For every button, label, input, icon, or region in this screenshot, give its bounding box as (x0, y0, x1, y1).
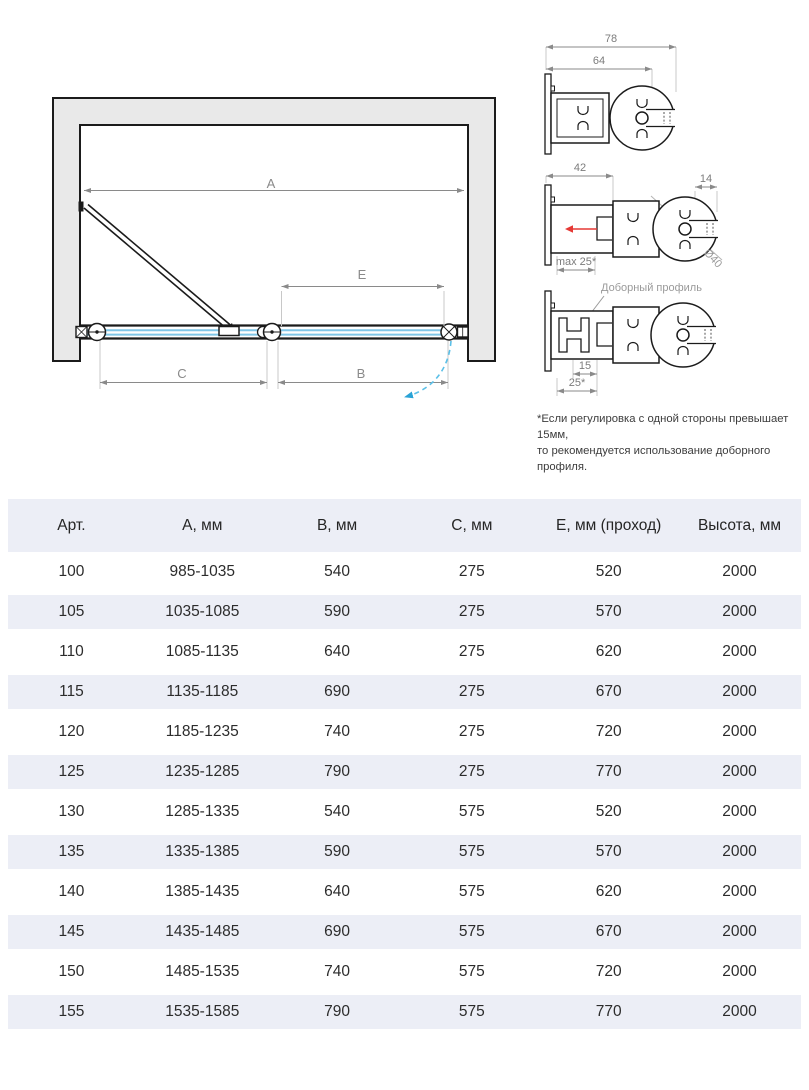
table-cell: 110 (59, 643, 84, 660)
extension-profile-label: Доборный профиль (601, 282, 702, 294)
table-cell: 2000 (678, 752, 801, 792)
table-cell: 275 (404, 672, 539, 712)
column-header: Е, мм (проход) (556, 516, 662, 534)
table-cell: 740 (324, 723, 350, 740)
table-cell: 2000 (678, 592, 801, 632)
table-cell: 790 (270, 992, 405, 1032)
table-cell: 2000 (678, 992, 801, 1032)
table-cell: 2000 (678, 672, 801, 712)
dim-label-25: 25* (568, 377, 586, 389)
door-slider (219, 327, 239, 336)
table-row (8, 992, 801, 1032)
table-cell: 620 (595, 883, 622, 900)
dim-label-a: А (266, 176, 276, 191)
table-cell: 520 (595, 803, 622, 820)
footnote (537, 411, 805, 475)
footnote-line-1: *Если регулировка с одной стороны превышает 15мм, (537, 413, 789, 442)
table-cell: 1185-1235 (165, 723, 239, 740)
installation-diagram (0, 0, 809, 470)
table-cell: 540 (324, 803, 350, 820)
table-row (8, 672, 801, 712)
table-cell: 720 (595, 723, 622, 740)
table-cell: 690 (270, 672, 405, 712)
table-cell: 540 (324, 563, 350, 580)
wall-outline (53, 98, 495, 361)
table-cell: 1235-1285 (135, 752, 270, 792)
table-cell: 575 (458, 803, 485, 820)
table-cell: 275 (404, 592, 539, 632)
column-header: Высота, мм (697, 516, 782, 534)
door-panel (79, 202, 236, 333)
table-body (8, 552, 801, 1032)
table-cell: 740 (324, 963, 350, 980)
table-cell: 130 (58, 803, 85, 820)
table-cell: 1485-1535 (165, 963, 240, 980)
table-row (8, 632, 801, 672)
table-cell: 640 (324, 643, 350, 660)
table-row (8, 832, 801, 872)
table-cell: 590 (270, 832, 405, 872)
table-cell: 2000 (722, 803, 757, 820)
table-cell: 1285-1335 (165, 803, 240, 820)
table-cell: 620 (595, 643, 622, 660)
table-cell: 690 (270, 912, 405, 952)
table-row (8, 912, 801, 952)
table-header-row (8, 499, 801, 552)
swing-arc (405, 341, 451, 397)
table-row (8, 952, 801, 992)
table-cell: 2000 (722, 723, 757, 740)
column-header: В, мм (316, 516, 358, 534)
dim-label-b: В (356, 366, 366, 381)
table-cell: 670 (539, 672, 678, 712)
table-cell: 155 (8, 992, 135, 1032)
table-cell: 670 (539, 912, 678, 952)
table-cell: 2000 (678, 912, 801, 952)
table-row (8, 752, 801, 792)
dim-label-diameter: Ø40 (701, 247, 725, 271)
table-cell: 570 (539, 832, 678, 872)
table-cell: 790 (270, 752, 405, 792)
table-cell: 275 (458, 723, 485, 740)
table-cell: 770 (539, 992, 678, 1032)
table-cell: 590 (270, 592, 405, 632)
roller-right (441, 324, 468, 340)
profile-section-top (545, 47, 676, 154)
table-cell: 135 (8, 832, 135, 872)
table-cell: 640 (324, 883, 350, 900)
table-row (8, 592, 801, 632)
table-cell: 770 (539, 752, 678, 792)
table-cell: 1385-1435 (165, 883, 240, 900)
dim-label-42: 42 (573, 162, 587, 174)
table-cell: 1085-1135 (165, 643, 239, 660)
dim-label-64: 64 (592, 55, 606, 67)
dim-label-max25: max 25* (555, 256, 597, 268)
table-cell: 275 (458, 643, 485, 660)
table-cell: 575 (404, 832, 539, 872)
table-cell: 720 (595, 963, 622, 980)
table-cell: 2000 (722, 643, 757, 660)
table-cell: 575 (404, 912, 539, 952)
table-cell: 1435-1485 (135, 912, 270, 952)
column-header: Арт. (57, 516, 86, 534)
roller-left (76, 324, 106, 341)
table-cell: 140 (58, 883, 85, 900)
footnote-line-2: то рекомендуется использование доборного профиля. (537, 445, 771, 474)
table-cell: 985-1035 (169, 563, 236, 580)
table-cell: 2000 (722, 563, 757, 580)
table-cell: 275 (458, 563, 485, 580)
table-cell: 145 (8, 912, 135, 952)
table-cell: 570 (539, 592, 678, 632)
dim-label-14: 14 (699, 173, 713, 185)
table-cell: 105 (8, 592, 135, 632)
dim-label-c: С (177, 366, 187, 381)
table-cell: 1535-1585 (135, 992, 270, 1032)
table-cell: 1335-1385 (135, 832, 270, 872)
table-cell: 575 (458, 963, 485, 980)
table-cell: 275 (404, 752, 539, 792)
size-table (8, 499, 801, 1032)
table-cell: 150 (58, 963, 85, 980)
table-row (8, 552, 801, 592)
table-cell: 575 (458, 883, 485, 900)
table-cell: 115 (8, 672, 135, 712)
table-cell: 120 (58, 723, 85, 740)
dim-label-e: Е (357, 267, 367, 282)
column-header: А, мм (182, 516, 223, 534)
table-row (8, 712, 801, 752)
table-cell: 2000 (678, 832, 801, 872)
column-header: С, мм (451, 516, 493, 534)
table-cell: 125 (8, 752, 135, 792)
table-cell: 2000 (722, 963, 757, 980)
dim-label-15: 15 (578, 360, 592, 372)
table-cell: 1135-1185 (135, 672, 270, 712)
table-row (8, 872, 801, 912)
dim-label-78: 78 (604, 33, 618, 45)
table-row (8, 792, 801, 832)
table-cell: 2000 (722, 883, 757, 900)
table-cell: 520 (595, 563, 622, 580)
table-cell: 100 (58, 563, 85, 580)
table-cell: 1035-1085 (135, 592, 270, 632)
table-cell: 575 (404, 992, 539, 1032)
